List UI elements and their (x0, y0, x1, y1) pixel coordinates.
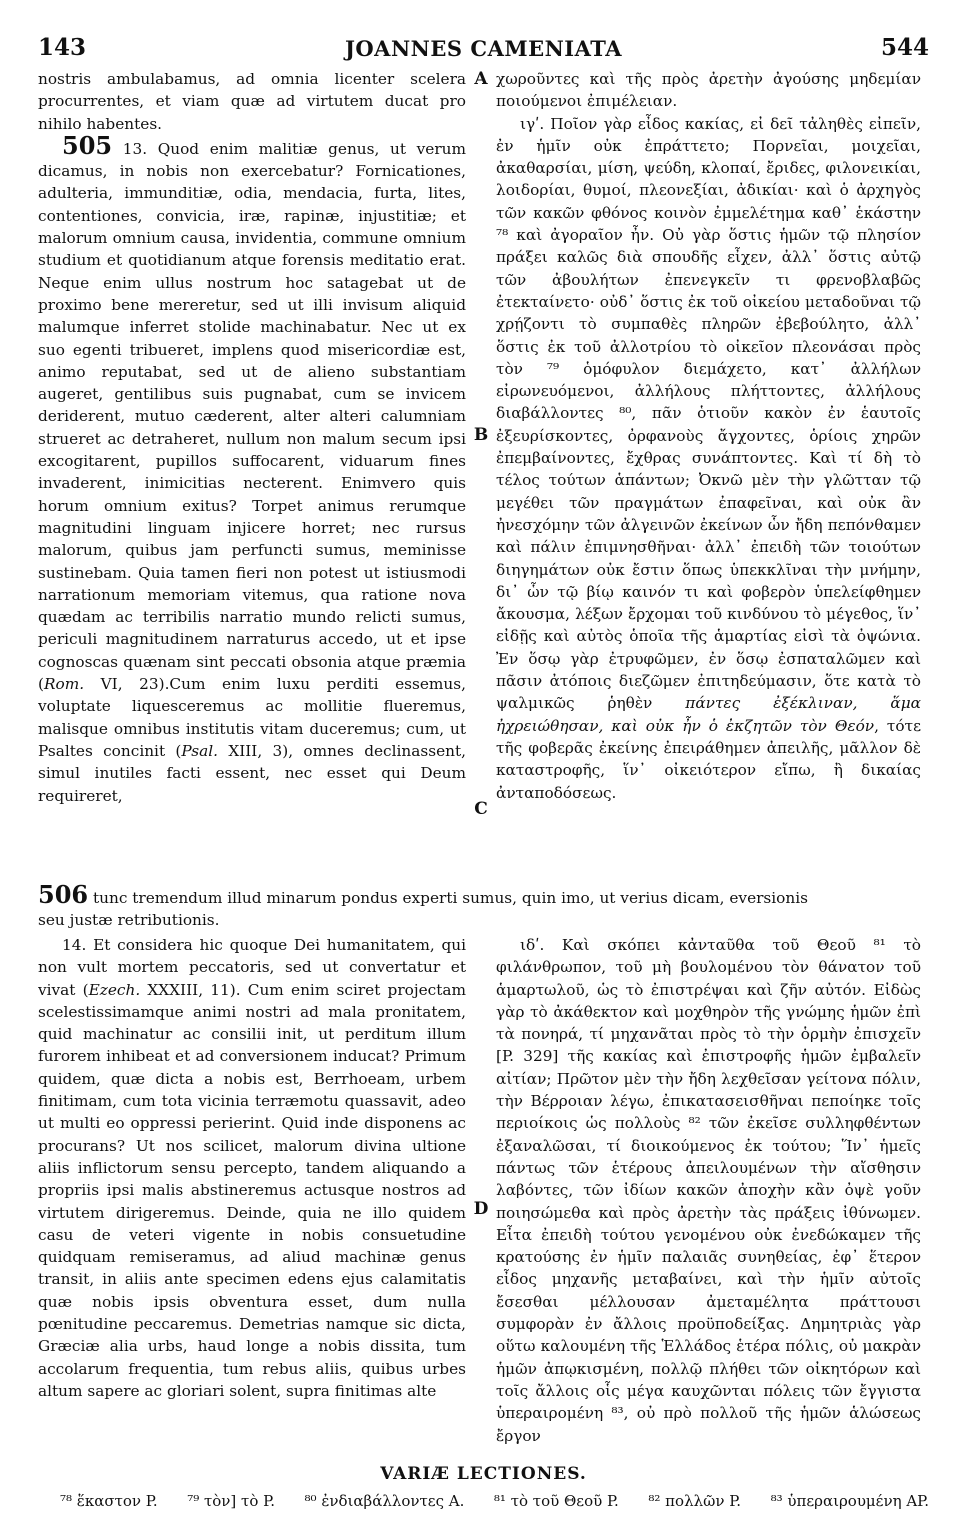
latin-wide-line: 506 tunc tremendum illud minarum pondus experti sumus, quin imo, ut verius dicam, eversionis seu justæ retributionis. (38, 880, 808, 930)
margin-letter-a: A (474, 69, 488, 89)
greek-paragraph: χωροῦντες καὶ τῆς πρὸς ἀρετὴν ἀγούσης μηδεμίαν ποιούμενοι ἐπιμέλειαν. (496, 70, 921, 111)
latin-column-upper (38, 68, 466, 884)
running-title: JOANNES CAMENIATA (344, 36, 623, 61)
scripture-ref: Psal. (181, 741, 218, 760)
column-number: 505 (62, 130, 113, 160)
greek-paragraph: ιδʹ. Καὶ σκόπει κἀνταῦθα τοῦ Θεοῦ ⁸¹ τὸ φιλάνθρωπον, τοῦ μὴ βουλομένου τὸν θάνατον τοῦ ἁμαρτωλοῦ, ὡς τὸ ἐπιστρέψαι καὶ ζῆν αὐτόν. Εἰδὼς γὰρ τὸ ἀκάθεκτον καὶ μοχθηρὸν τῆς γνώμης ἡμῶν ἐπὶ τὰ πονηρά, τί μηχανᾶται πρὸς τὸ τὴν ὁρμὴν ἐπισχεῖν [P. 329] τῆς κακίας καὶ ἐπιστροφῆς ἡμῶν ἐμβαλεῖν αἰτίαν; Πρῶτον μὲν τὴν ἤδη λεχθεῖσαν γείτονα πόλιν, τὴν Βέρροιαν λέγω, ἐπικατασεισθῆναι πεποίηκε τοῖς περιοίκοις ὡς πολλοὺς ⁸² τῶν ἐκεῖσε συλληφθέντων ἐξαναλῶσαι, τί διοικούμενος ἐκ τούτου; Ἵν᾽ ἡμεῖς πάντως τῶν ἑτέρους ἀπειλουμένων τὴν αἴσθησιν λαβόντες, τῶν ἰδίων κακῶν ἀποχὴν κἂν ὀψὲ γοῦν ποιησώμεθα καὶ πρὸς ἀρετὴν τὰς πράξεις ἰθύνωμεν. Εἶτα ἐπειδὴ τούτου γενομένου οὐκ ἐνεδώκαμεν τῆς κρατούσης ἐν ἡμῖν παλαιᾶς συνηθείας, ἐφ᾽ ἕτερον εἶδος μηχανῆς μεταβαίνει, καὶ τὴν ἡμῖν αὐτοῖς ἔσεσθαι μέλλουσαν ἀμεταμέλητα πράττουσι συμφορὰν ἐν ἄλλοις προϋποδείξας. Δημητριὰς γὰρ οὕτω καλουμένη τῆς Ἑλλάδος ἑτέρα πόλις, οὐ μακρὰν ἡμῶν ἀπῳκισμένη, πολλῷ πλήθει τῶν οἰκητόρων καὶ τοῖς ἄλλοις οἷς μέγα καυχῶνται πόλεις τῶν ἔγγιστα ὑπεραιρομένη ⁸³, οὐ πρὸ πολλοῦ τῆς ἡμῶν ἁλώσεως ἔργον (496, 936, 921, 1445)
latin-paragraph: 505 13. Quod enim malitiæ genus, ut verum dicamus, in nobis non exercebatur? Fornicationes, adulteria, immunditiæ, odia, mendacia, furta, lites, contentiones, convicia, iræ, rapinæ, injustitiæ; et malorum omnium causa, invidentia, commune omnium studium et quotidianum atque forensis meditatio erat. Neque enim ullus nostrum hoc satagebat ut de proximo bene mereretur, sed ut illi invisum aliquid malumque inferret stolide machinabatur. Nec ut ex suo egenti tribueret, implens quod misericordiæ est, animo reputabat, sed ut de alieno substantiam augeret, gentilibus suis pugnabat, cum se invicem deriderent, mutuo cæderent, alter alteri calumniam strueret ac detraheret, nullum non malum secum ipsi excogitarent, pupillos suffocarent, viduarum fines invaderent, inimicitias necterent. Enimvero quis horum omnium exitus? Torpet animus rerumque magnitudini linguam injicere horret; nec rursus malorum, quibus jam perfuncti sumus, meminisse sustinebam. Quia tamen fieri non potest ut istiusmodi narrationum memoriam vitemus, qua ratione nova quædam ac terribilis narratio mundo relicti sumus, periculi magnitudinem narraturus accedo, ut et ipse cognoscas quænam sint peccati obsonia atque præmia (Rom. VI, 23).Cum enim luxu perditi essemus, voluptate liquesceremus ac mollitie flueremus, malisque omnibus institutis vitam duceremus; cum, ut Psaltes concinit (Psal. XIII, 3), omnes declinassent, simul inutiles facti essent, nec esset qui Deum requireret, (38, 130, 466, 805)
scripture-quote: πάντες ἐξέκλιναν, ἅμα ἠχρειώθησαν, καὶ οὐκ ἦν ὁ ἐκζητῶν τὸν Θεόν (496, 694, 921, 735)
greek-column-upper (496, 68, 921, 884)
note-item: ⁸² πολλῶν P. (648, 1492, 742, 1510)
latin-column-lower (38, 934, 466, 1460)
note-item: ⁸⁰ ἐνδιαβάλλοντες A. (304, 1492, 465, 1510)
column-number: 506 (38, 880, 89, 909)
margin-letter-c: C (474, 799, 488, 819)
variae-lectiones-notes (60, 1490, 929, 1512)
page-number-right: 544 (880, 34, 929, 61)
note-item: ⁸¹ τὸ τοῦ Θεοῦ P. (493, 1492, 619, 1510)
scripture-ref: Ezech. (88, 980, 141, 999)
latin-paragraph: 14. Et considera hic quoque Dei humanitatem, qui non vult mortem peccatoris, sed ut convertatur et vivat (Ezech. XXXIII, 11). Cum enim sciret projectam scelestissimamque animi nostri ad mala pronitatem, quid machinatur ac consilii init, ut perditum illum furorem inhibeat et ad conversionem inducat? Primum quidem, quæ dicta a nobis est, Berrhoeam, urbem finitimam, cum tota vicinia terræmotu quassavit, adeo ut multi eo oppressi perierint. Quid inde disponens ac procurans? Ut nos scilicet, malorum divina ultione aliis inflictorum sensu percepto, tandem aliquando a propriis ipsi malis abstineremus actusque nostros ad virtutem dirigeremus. Deinde, quia ne illo quidem casu de veteri vigente in nobis consuetudine quidquam remiseramus, ad aliud machinæ genus transit, in aliis ante specimen edens ejus calamitatis quæ nobis ipsis obventura esset, dum nulla pœnitudine peccaremus. Demetrias namque sic dicta, Græciæ alia urbs, haud longe a nobis dissita, tum accolarum frequentia, tum rebus aliis, quibus urbes altum sapere ac gloriari solent, supra finitimas alte (38, 936, 466, 1400)
page-number-left: 143 (38, 34, 87, 61)
greek-paragraph: ιγʹ. Ποῖον γὰρ εἶδος κακίας, εἰ δεῖ τἀληθὲς εἰπεῖν, ἐν ἡμῖν οὐκ ἐπράττετο; Πορνεῖαι, μοιχεῖαι, ἀκαθαρσίαι, μίση, ψεύδη, κλοπαί, ἔριδες, φιλονεικίαι, λοιδορίαι, θυμοί, πλεονεξίαι, ἀδικίαι· καὶ ὁ ἀρχηγὸς τῶν κακῶν φθόνος κοινὸν ἐμμελέτημα καθ᾽ ἑκάστην ⁷⁸ καὶ ἀγοραῖον ἦν. Οὐ γὰρ ὅστις ἡμῶν τῷ πλησίον πράξει καλῶς διὰ σπουδῆς εἶχεν, ἀλλ᾽ ὅστις αὐτῷ τῶν ἀβουλήτων ἐπενεγκεῖν τι φρενοβλαβῶς ἐτεκταίνετο· οὐδ᾽ ὅστις ἐκ τοῦ οἰκείου μεταδοῦναι τῷ χρῄζοντι τὸ συμπαθὲς πληρῶν ἐβεβούλητο, ἀλλ᾽ ὅστις ἐκ τοῦ ἀλλοτρίου τὸ οἰκεῖον πλεονάσαι πρὸς τὸν ⁷⁹ ὁμόφυλον διεμάχετο, κατ᾽ ἀλλήλων εἰρωνευόμενοι, ἀλλήλους πλήττοντες, ἀλλήλους διαβάλλοντες ⁸⁰, πᾶν ὁτιοῦν κακὸν ἐν ἑαυτοῖς ἐξευρίσκοντες, ὀρφανοὺς ἄγχοντες, ὁρίοις χηρῶν ἐπεμβαίνοντες, ἔχθρας συνάπτοντες. Καὶ τί δὴ τὸ τέλος τούτων ἁπάντων; Ὀκνῶ μὲν τὴν γλῶτταν τῷ μεγέθει τῶν πραγμάτων ἐπαφεῖναι, καὶ οὐκ ἂν ἠνεσχόμην τῶν ἀλγεινῶν ἐκείνων ὧν ἤδη πεπόνθαμεν καὶ πάλιν ἐπιμνησθῆναι· ἀλλ᾽ ἐπειδὴ τῶν τοιούτων διηγημάτων οὐκ ἔστιν ὅπως ὑπεκκλῖναι τὴν μνήμην, δι᾽ ὧν τῷ βίῳ καινόν τι καὶ φοβερὸν ὑπελείφθημεν ἄκουσμα, λέξων ἔρχομαι τοῦ κινδύνου τὸ μέγεθος, ἵν᾽ εἰδῇς καὶ αὐτὸς ὁποῖα τῆς ἁμαρτίας εἰσὶ τὰ ὀψώνια. Ἐν ὅσῳ γὰρ ἐτρυφῶμεν, ἐν ὅσῳ ἐσπαταλῶμεν καὶ πᾶσιν ἀτόποις διεζῶμεν ἐπιτηδεύμασιν, ὅτε κατὰ τὸ ψαλμικῶς ῥηθὲν πάντες ἐξέκλιναν, ἅμα ἠχρειώθησαν, καὶ οὐκ ἦν ὁ ἐκζητῶν τὸν Θεόν, τότε τῆς φοβερᾶς ἐκείνης ἐπειράθημεν ἀπειλῆς, μᾶλλον δὲ καταστροφῆς, ἵν᾽ οἰκειότερον εἴπω, ἢ δικαίας ἀνταποδόσεως. (496, 114, 921, 802)
scripture-ref: Rom. (43, 675, 85, 694)
variae-lectiones-heading: VARIÆ LECTIONES. (380, 1464, 587, 1484)
note-item: ⁷⁸ ἕκαστον P. (60, 1492, 158, 1510)
note-item: ⁸³ ὑπεραιρουμένη AP. (770, 1492, 929, 1510)
note-item: ⁷⁹ τὸν] τὸ P. (187, 1492, 275, 1510)
margin-letter-b: B (473, 425, 489, 445)
greek-column-lower (496, 934, 921, 1460)
latin-paragraph: nostris ambulabamus, ad omnia licenter scelera procurrentes, et viam quæ ad virtutem ducat pro nihilo habentes. (38, 70, 466, 133)
margin-letter-d: D (473, 1199, 489, 1219)
page-header (38, 34, 929, 68)
page-reference: [P. 329] (496, 1047, 559, 1066)
